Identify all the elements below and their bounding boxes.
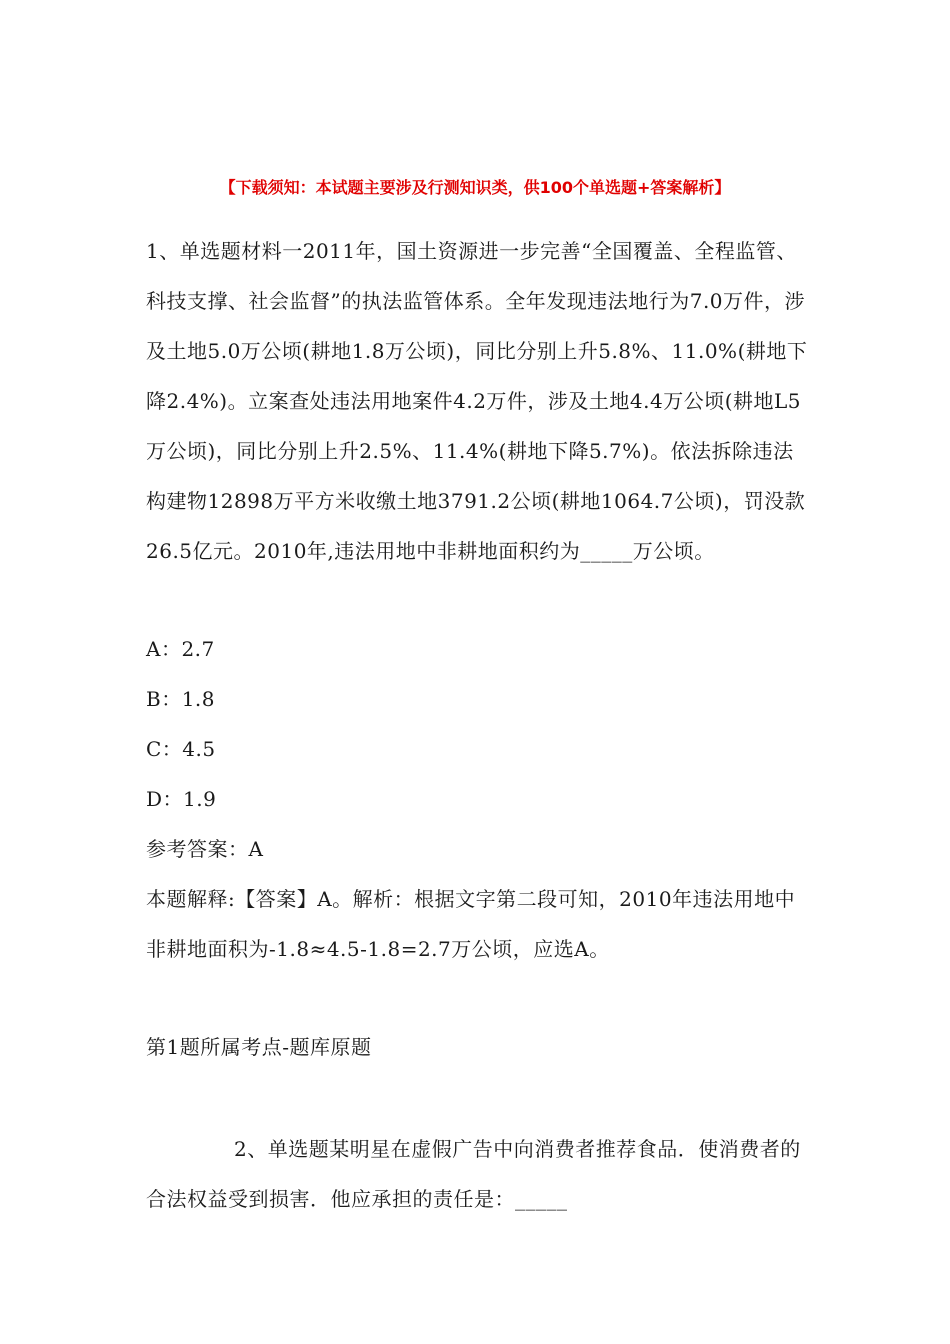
question-1-option-a: A：2.7 [146,637,215,661]
question-1-stem: 1、单选题材料一2011年，国土资源进一步完善“全国覆盖、全程监管、科技支撑、社会监督”的执法监管体系。全年发现违法地行为7.0万件，涉及土地5.0万公顷(耕地1.8万公顷)，同比分别上升5.8%、11.0%(耕地下降2.4%)。立案查处违法用地案件4.2万件，涉及土地4.4万公顷(耕地L5万公顷)，同比分别上升2.5%、11.4%(耕地下降5.7%)。依法拆除违法构建物12898万平方米收缴土地3791.2公顷(耕地1064.7公顷)，罚没款26.5亿元。2010年,违法用地中非耕地面积约为_____万公顷。 [146,239,808,563]
question-1-option-c: C：4.5 [146,737,216,761]
question-1-explanation: 本题解释:【答案】A。解析：根据文字第二段可知，2010年违法用地中非耕地面积为-1.8≈4.5-1.8=2.7万公顷，应选A。 [146,887,796,961]
question-1-option-b: B：1.8 [146,687,216,711]
question-1-answer: 参考答案：A [146,837,264,861]
question-1-option-d: D：1.9 [146,787,217,811]
question-1-knowledge-point: 第1题所属考点-题库原题 [146,1035,372,1059]
download-notice: 【下载须知：本试题主要涉及行测知识类，供100个单选题+答案解析】 [219,178,731,197]
question-2-stem: 2、单选题某明星在虚假广告中向消费者推荐食品．使消费者的合法权益受到损害．他应承担的责任是：_____ [146,1137,801,1211]
